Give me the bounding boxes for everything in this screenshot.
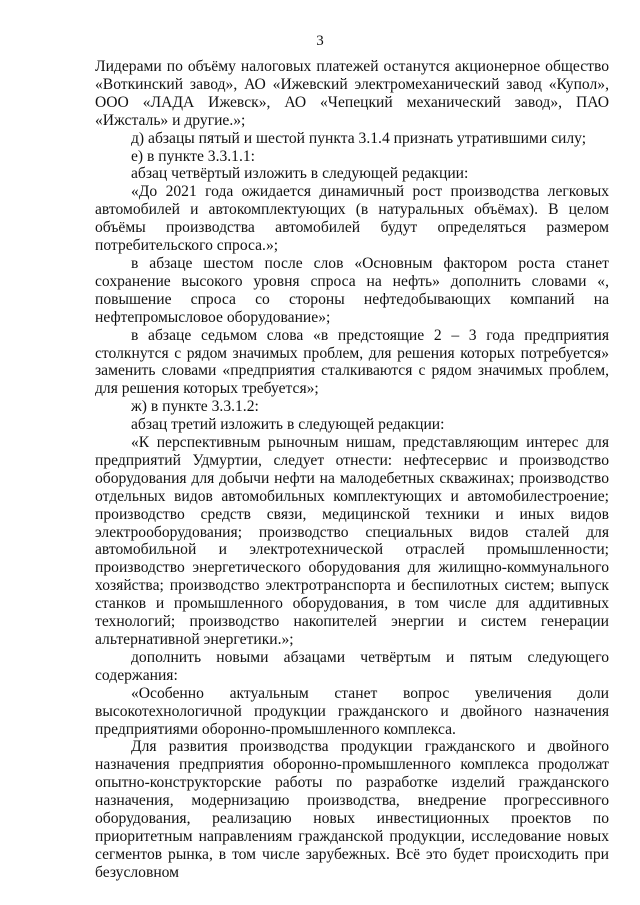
paragraph: абзац третий изложить в следующей редакции: xyxy=(131,416,445,434)
paragraph: «К перспективным рыночным нишам, представляющим интерес для предприятий Удмуртии, следует отнести: нефтесервис и производство оборудования для добычи нефти на малодебетных скважинах; производство отдельных видов автомобильных комплектующих и автомобилестроение; производство средств связи, медицинской техники и иных видов электрооборудования; производство специальных видов сталей для автомобильной и электротехнической отраслей промышленности; производство энергетического оборудования для жилищно-коммунального хозяйства; производство электротранспорта и беспилотных систем; выпуск станков и промышленного оборудования, в том числе для аддитивных технологий; производство накопителей энергии и систем генерации альтернативной энергетики.»; xyxy=(95,434,609,648)
paragraph: «Особенно актуальным станет вопрос увеличения доли высокотехнологичной продукции гражданского и двойного назначения предприятиями оборонно-промышленного комплекса. xyxy=(95,684,609,738)
paragraph: «До 2021 года ожидается динамичный рост производства легковых автомобилей и автокомплектующих (в натуральных объёмах). В целом объёмы производства автомобилей будут определяться размером потребительского спроса.»; xyxy=(95,183,609,255)
page-number: 3 xyxy=(316,33,324,49)
paragraph: в абзаце седьмом слова «в предстоящие 2 – 3 года предприятия столкнутся с рядом значимых проблем, для решения которых потребуется» заменить словами «предприятия сталкиваются с рядом значимых проблем, для решения которых требуется»; xyxy=(95,326,609,398)
paragraph: Лидерами по объёму налоговых платежей останутся акционерное общество «Воткинский завод», АО «Ижевский электромеханический завод «Купол», ООО «ЛАДА Ижевск», АО «Чепецкий механический завод», ПАО «Ижсталь» и другие.»; xyxy=(95,58,609,129)
paragraph: дополнить новыми абзацами четвёртым и пятым следующего содержания: xyxy=(95,648,609,684)
paragraph: е) в пункте 3.3.1.1: xyxy=(131,147,255,165)
paragraph: Для развития производства продукции гражданского и двойного назначения предприятия оборонно-промышленного комплекса продолжат опытно-конструкторские работы по разработке изделий гражданского назначения, модернизацию производства, внедрение прогрессивного оборудования, реализацию новых инвестиционных проектов по приоритетным направлениям гражданской продукции, исследование новых сегментов рынка, в том числе зарубежных. Всё это будет происходить при безусловном xyxy=(95,738,609,881)
paragraph: абзац четвёртый изложить в следующей редакции: xyxy=(131,165,469,183)
document-body xyxy=(95,58,609,882)
paragraph: ж) в пункте 3.3.1.2: xyxy=(131,398,259,416)
paragraph: в абзаце шестом после слов «Основным фактором роста станет сохранение высокого уровня спроса на нефть» дополнить словами «, повышение спроса со стороны нефтедобывающих компаний на нефтепромысловое оборудование»; xyxy=(95,254,609,326)
paragraph: д) абзацы пятый и шестой пункта 3.1.4 признать утратившими силу; xyxy=(131,129,587,147)
